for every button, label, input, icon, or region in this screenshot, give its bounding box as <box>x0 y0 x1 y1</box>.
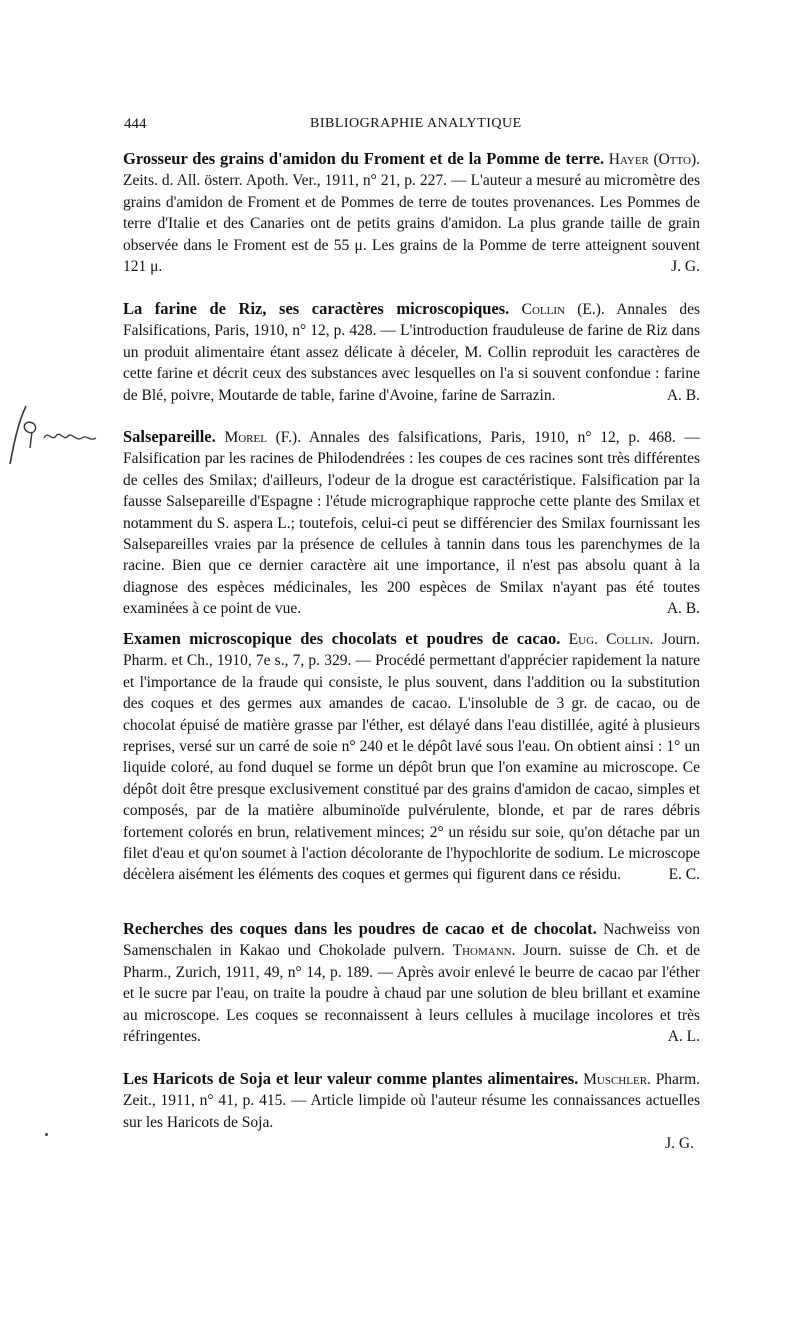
entry-body: Annales des Falsifications, Paris, 1910, n° 12, p. 428. — L'introduction frauduleuse de farine de Riz dans un produit alimentaire étant assez délicate à déceler, M. Collin reproduit les caractères de cette farine et décrit ceux des substances avec lesquelles on l'a si souvent confondue : farine de Blé, poivre, Moutarde de table, farine d'Avoine, farine de Sarrazin. <box>123 301 700 404</box>
entry-body: Zeits. d. All. österr. Apoth. Ver., 1911, n° 21, p. 227. — L'auteur a mesuré au micromètre des grains d'amidon de Froment et de Pommes de terre de toutes provenances. Les Pommes de terre d'Italie et des Canaries ont de petits grains d'amidon. La plus grande taille de grain observée dans le Froment est de 55 μ. Les grains de la Pomme de terre atteignent souvent 121 μ. <box>123 172 700 276</box>
entry-body: Journ. Pharm. et Ch., 1910, 7e s., 7, p. 329. — Procédé permettant d'apprécier rapidement la nature et l'importance de la fraude qui consiste, le plus souvent, dans l'addition ou la substitution des coques et des germes aux amandes de cacao. L'insoluble de 3 gr. de cacao, ou de chocolat épuisé de matière grasse par l'éther, est délayé dans l'eau distillée, agité à plusieurs reprises, versé sur un carré de soie n° 240 et le dépôt lavé sous l'eau. On obtient ainsi : 1° un liquide coloré, au fond duquel se forme un dépôt brun que l'on examine au microscope. Ce dépôt doit être presque exclusivement constitué par des grains d'amidon de cacao, simples et composés, par de la matière albuminoïde pulvérulente, blonde, et par de rares débris fortement colorés en brun, relativement minces; 2° un résidu sur soie, qu'on détache par un filet d'eau et qu'on soumet à l'action décolorante de l'hypochlorite de sodium. Le microscope décèlera aisément les éléments des coques et germes qui figurent dans ce résidu. <box>123 631 701 884</box>
entry-signature: J. G. <box>665 1135 694 1153</box>
entry-signature: A. L. <box>667 1028 700 1046</box>
entry-body: Annales des falsifications, Paris, 1910, n° 12, p. 468. — Falsification par les racines de Philodendrées : les coupes de ces racines sont très différentes de celles des Smilax; d'ailleurs, l'odeur de la drogue est caractéristique. Falsification par la fausse Salsepareille d'Espagne : l'étude micrographique rapproche cette plante des Smilax et notamment du S. aspera L.; toutefois, celui-ci peut se différencier des Smilax fournissant les Salsepareilles vraies par la présence de cellules à tannin dans tous les parenchymes de la racine. Bien que ce dernier caractère ait une importance, il n'est pas absolu quant à la diagnose des espèces médicinales, les 200 espèces de Smilax n'ayant pas été toutes examinées à ce point de vue. <box>123 429 700 618</box>
entry-author: Muschler. <box>583 1071 651 1088</box>
entry-author: Thomann. <box>452 942 516 960</box>
entry-coques-cacao <box>123 918 700 1047</box>
entry-author: Hayer (Otto). <box>608 151 701 168</box>
page-number: 444 <box>124 116 147 132</box>
entry-salsepareille <box>123 426 700 620</box>
running-title: BIBLIOGRAPHIE ANALYTIQUE <box>310 116 522 131</box>
entry-title: Recherches des coques dans les poudres de cacao et de chocolat. <box>123 919 597 938</box>
entry-signature: J. G. <box>671 258 700 276</box>
entry-title: Examen microscopique des chocolats et poudres de cacao. <box>123 629 561 648</box>
entry-signature: A. B. <box>666 600 700 618</box>
entry-grosseur-amidon <box>123 148 700 277</box>
entry-german-title: Nachweiss von Samenschalen in Kakao und Chokolade pulvern. <box>123 921 701 960</box>
entry-signature: A. B. <box>666 386 700 404</box>
handwritten-margin-note <box>4 398 122 468</box>
entry-signature: E. C. <box>668 866 700 884</box>
entry-title: La farine de Riz, ses caractères microscopiques. <box>123 299 510 318</box>
entry-chocolats-cacao <box>123 628 700 886</box>
entry-author: Collin (E.). <box>521 301 605 318</box>
entry-body: Journ. suisse de Ch. et de Pharm., Zurich, 1911, 49, n° 14, p. 189. — Après avoir enlevé le beurre de cacao par l'éther et le sucre par l'eau, on traite la poudre à chaud par une solution de bleu brillant et examine au microscope. Les coques se reconnaissent à leurs cellules à mucilage incolores et très réfringentes. <box>123 942 701 1046</box>
page-header <box>0 116 800 140</box>
handwriting-icon <box>4 398 122 468</box>
entry-author: Eug. Collin. <box>568 631 654 648</box>
entry-body: Pharm. Zeit., 1911, n° 41, p. 415. — Article limpide où l'auteur résume les connaissances actuelles sur les Haricots de Soja. <box>123 1071 701 1131</box>
entry-farine-riz <box>123 298 700 406</box>
entry-title: Salsepareille. <box>123 427 216 446</box>
entry-author: Morel (F.). <box>224 429 302 446</box>
entry-haricots-soja <box>123 1068 700 1155</box>
entry-title: Les Haricots de Soja et leur valeur comme plantes alimentaires. <box>123 1069 579 1088</box>
entry-title: Grosseur des grains d'amidon du Froment et de la Pomme de terre. <box>123 149 605 168</box>
ink-speck <box>45 1133 48 1136</box>
